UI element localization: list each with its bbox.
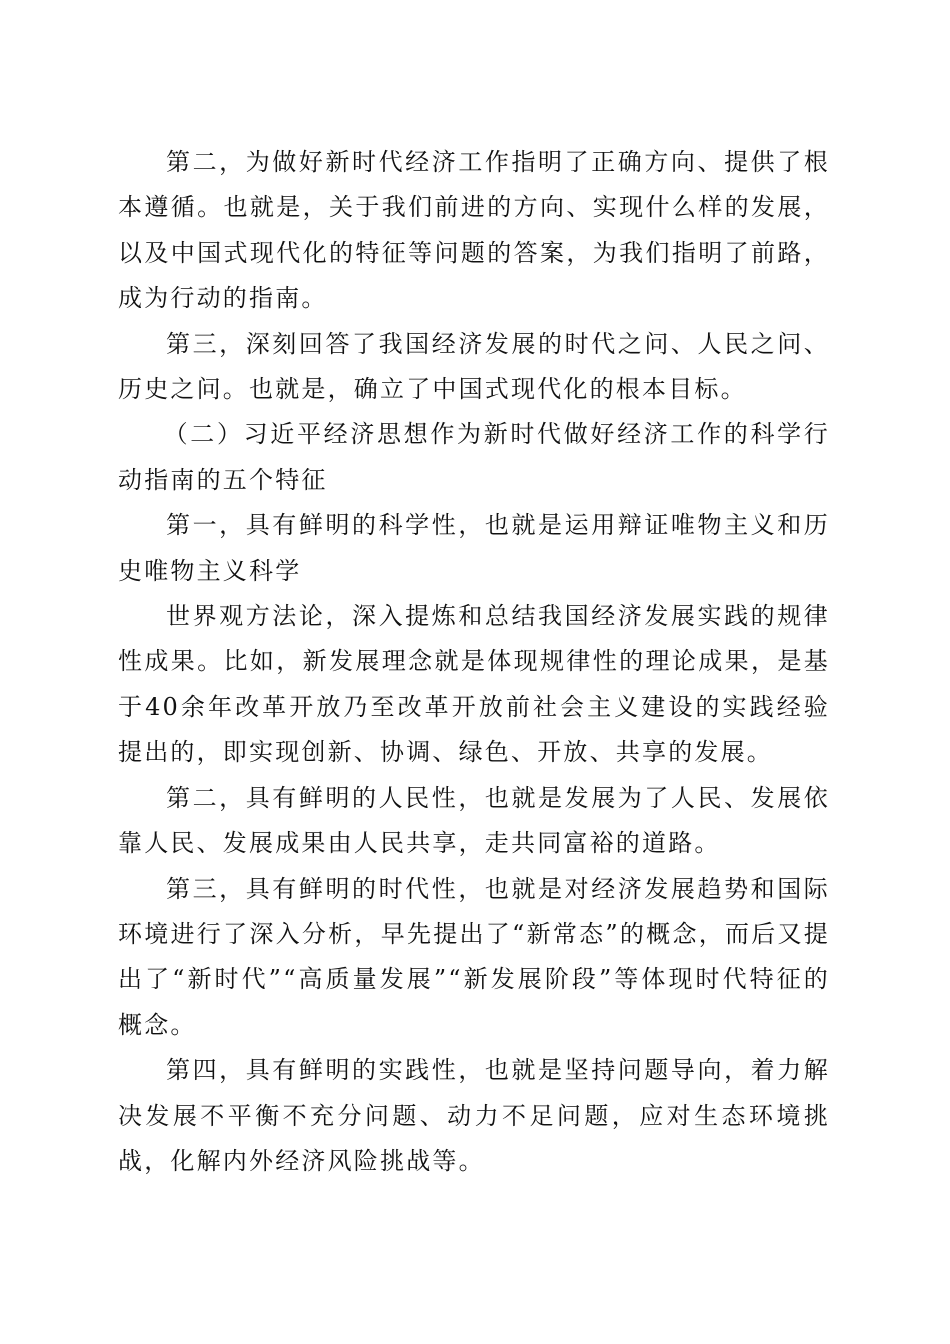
section-heading: （二）习近平经济思想作为新时代做好经济工作的科学行动指南的五个特征 — [118, 420, 830, 494]
paragraph-people: 第二，具有鲜明的人民性，也就是发展为了人民、发展依靠人民、发展成果由人民共享，走共同富裕的道路。 — [118, 783, 830, 858]
paragraph-practice: 第四，具有鲜明的实践性，也就是坚持问题导向，着力解决发展不平衡不充分问题、动力不足问题，应对生态环境挑战，化解内外经济风险挑战等。 — [118, 1056, 830, 1175]
paragraph-guidance: 第二，为做好新时代经济工作指明了正确方向、提供了根本遵循。也就是，关于我们前进的方向、实现什么样的发展，以及中国式现代化的特征等问题的答案，为我们指明了前路，成为行动的指南。 — [118, 148, 830, 313]
document-body — [118, 140, 830, 1184]
paragraph-scientific: 第一，具有鲜明的科学性，也就是运用辩证唯物主义和历史唯物主义科学 — [118, 511, 830, 585]
paragraph-era: 第三，具有鲜明的时代性，也就是对经济发展趋势和国际环境进行了深入分析，早先提出了“新常态”的概念，而后又提出了“新时代”“高质量发展”“新发展阶段”等体现时代特征的概念。 — [118, 874, 830, 1039]
paragraph-questions: 第三，深刻回答了我国经济发展的时代之问、人民之问、历史之问。也就是，确立了中国式现代化的根本目标。 — [118, 329, 830, 404]
paragraph-worldview: 世界观方法论，深入提炼和总结我国经济发展实践的规律性成果。比如，新发展理念就是体现规律性的理论成果，是基于40余年改革开放乃至改革开放前社会主义建设的实践经验提出的，即实现创新、协调、绿色、开放、共享的发展。 — [118, 602, 830, 767]
